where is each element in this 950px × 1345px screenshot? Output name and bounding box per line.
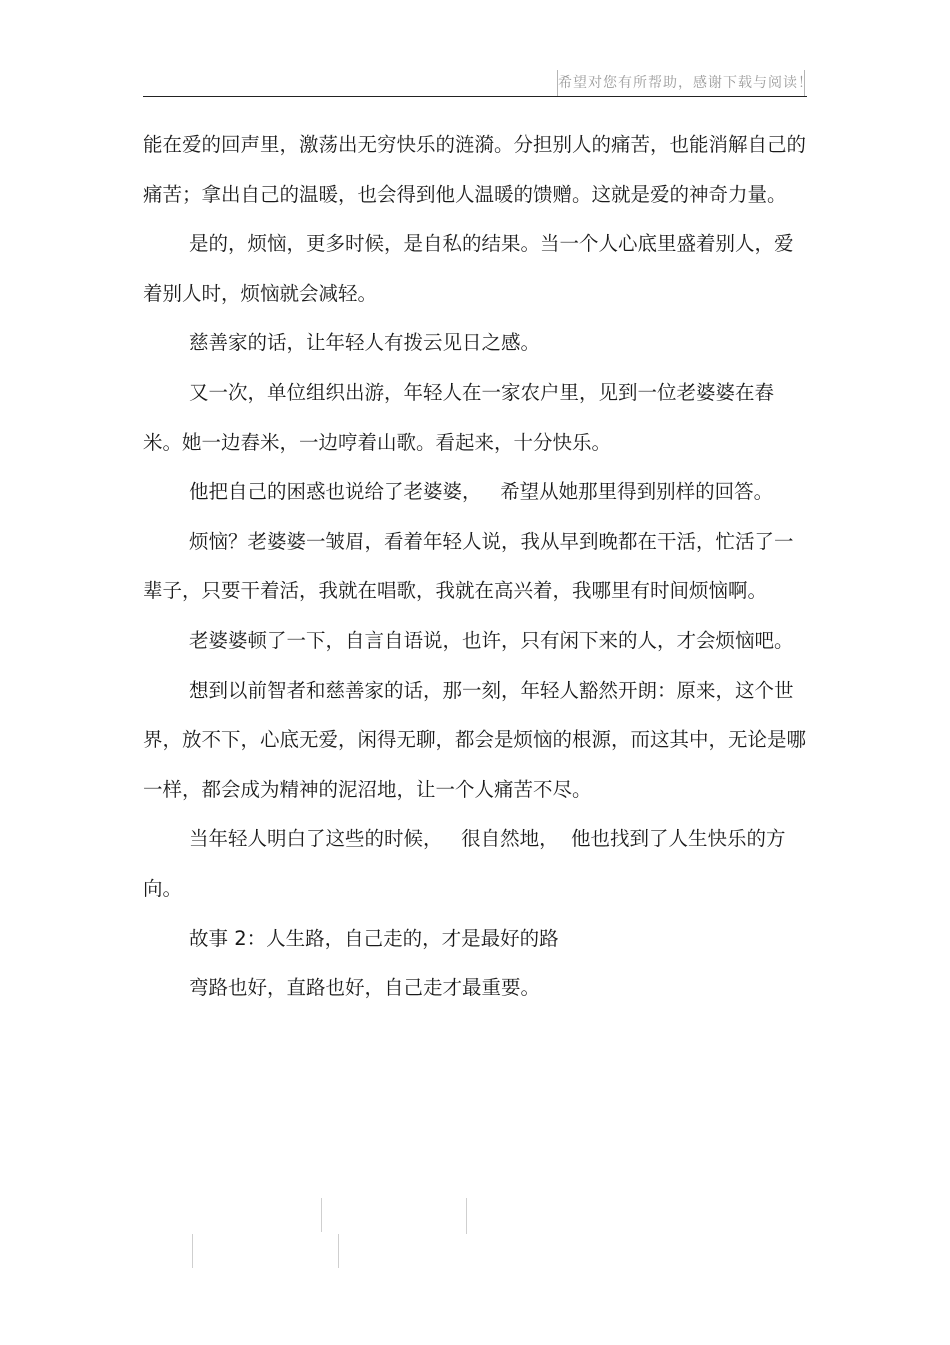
paragraph: 是的，烦恼，更多时候，是自私的结果。当一个人心底里盛着别人，爱着别人时，烦恼就会减轻。 <box>143 232 794 305</box>
paragraph: 慈善家的话，让年轻人有拨云见日之感。 <box>189 331 541 355</box>
scan-artifact-line <box>338 1234 339 1268</box>
paragraph: 当年轻人明白了这些的时候， 很自然地， 他也找到了人生快乐的方向。 <box>143 827 786 900</box>
body-text <box>143 120 807 1013</box>
header-note: 希望对您有所帮助，感谢下载与阅读！ <box>557 70 805 96</box>
scan-artifact-line <box>321 1198 322 1232</box>
scan-artifact-line <box>192 1234 193 1268</box>
paragraph: 老婆婆顿了一下，自言自语说，也许，只有闲下来的人，才会烦恼吧。 <box>189 628 794 652</box>
paragraph: 弯路也好，直路也好，自己走才最重要。 <box>189 976 541 1000</box>
paragraph: 想到以前智者和慈善家的话，那一刻，年轻人豁然开朗：原来，这个世界，放不下，心底无爱，闲得无聊，都会是烦恼的根源，而这其中，无论是哪一样，都会成为精神的泥沼地，让一个人痛苦不尽。 <box>143 678 807 801</box>
scan-artifact-line <box>466 1198 467 1234</box>
section-heading: 故事 2：人生路，自己走的，才是最好的路 <box>189 926 559 950</box>
paragraph: 又一次，单位组织出游，年轻人在一家农户里，见到一位老婆婆在舂米。她一边舂米，一边哼着山歌。看起来，十分快乐。 <box>143 380 775 454</box>
paragraph: 能在爱的回声里，激荡出无穷快乐的涟漪。分担别人的痛苦，也能消解自己的痛苦；拿出自己的温暖，也会得到他人温暖的馈赠。这就是爱的神奇力量。 <box>143 133 807 206</box>
header-rule <box>143 96 807 97</box>
paragraph: 他把自己的困惑也说给了老婆婆， 希望从她那里得到别样的回答。 <box>189 480 774 504</box>
paragraph: 烦恼？老婆婆一皱眉，看着年轻人说，我从早到晚都在干活，忙活了一辈子，只要干着活，我就在唱歌，我就在高兴着，我哪里有时间烦恼啊。 <box>143 529 794 603</box>
